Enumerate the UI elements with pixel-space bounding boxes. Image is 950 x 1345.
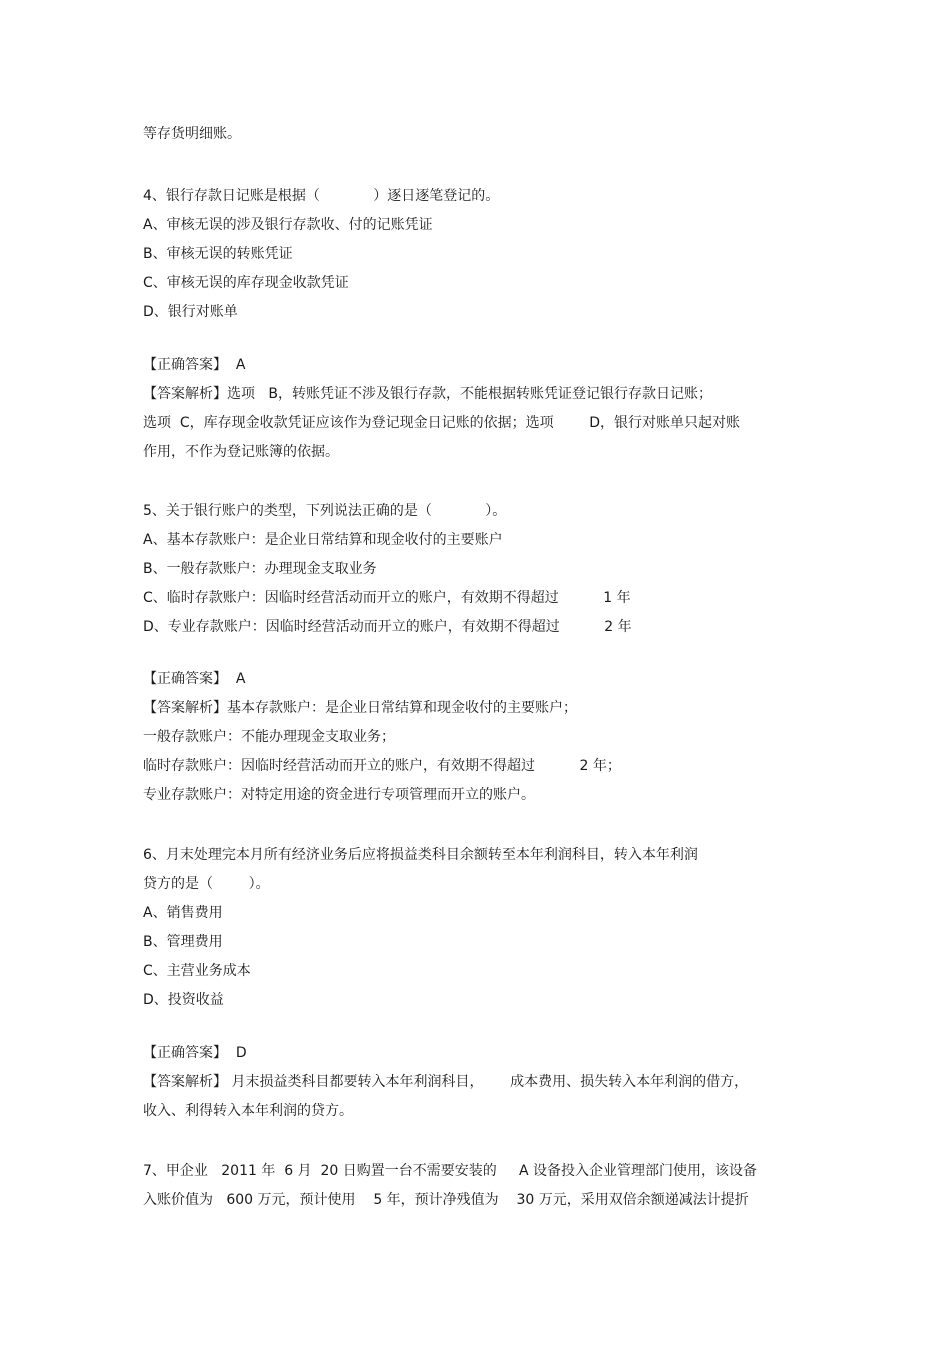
question-6-option-c: C、主营业务成本: [143, 963, 251, 979]
question-6-option-d: D、投资收益: [143, 992, 224, 1008]
question-4-option-a: A、审核无误的涉及银行存款收、付的记账凭证: [143, 217, 433, 233]
question-4-option-c: C、审核无误的库存现金收款凭证: [143, 275, 349, 291]
question-6-option-b: B、管理费用: [143, 934, 223, 950]
question-5-stem: 5、关于银行账户的类型，下列说法正确的是（ ）。: [143, 503, 507, 519]
question-6-stem-line-2: 贷方的是（ ）。: [143, 876, 270, 892]
question-6-option-a: A、销售费用: [143, 905, 223, 921]
question-5-option-d: D、专业存款账户：因临时经营活动而开立的账户，有效期不得超过 2 年: [143, 619, 632, 635]
question-5-option-a: A、基本存款账户：是企业日常结算和现金收付的主要账户: [143, 532, 503, 548]
question-6-explanation-line-1: 【答案解析】 月末损益类科目都要转入本年利润科目， 成本费用、损失转入本年利润的借方，: [143, 1074, 749, 1090]
question-6-explanation-line-2: 收入、利得转入本年利润的贷方。: [143, 1103, 353, 1119]
question-5-explanation-line-4: 专业存款账户：对特定用途的资金进行专项管理而开立的账户。: [143, 787, 535, 803]
question-6-answer: 【正确答案】 D: [143, 1045, 247, 1061]
question-4-option-d: D、银行对账单: [143, 304, 238, 320]
question-5-explanation-line-3: 临时存款账户：因临时经营活动而开立的账户，有效期不得超过 2 年；: [143, 758, 621, 774]
question-7-stem-line-1: 7、甲企业 2011 年 6 月 20 日购置一台不需要安装的 A 设备投入企业管理部门使用，该设备: [143, 1163, 758, 1179]
question-4-explanation-line-3: 作用，不作为登记账簿的依据。: [143, 444, 339, 460]
question-5-option-b: B、一般存款账户：办理现金支取业务: [143, 561, 377, 577]
question-5-explanation-line-2: 一般存款账户：不能办理现金支取业务；: [143, 729, 395, 745]
question-4-explanation-line-1: 【答案解析】选项 B，转账凭证不涉及银行存款，不能根据转账凭证登记银行存款日记账；: [143, 386, 712, 402]
question-4-explanation-line-2: 选项 C，库存现金收款凭证应该作为登记现金日记账的依据；选项 D，银行对账单只起对账: [143, 415, 741, 431]
question-4-answer: 【正确答案】 A: [143, 357, 246, 373]
question-5-answer: 【正确答案】 A: [143, 671, 246, 687]
question-4-stem: 4、银行存款日记账是根据（ ）逐日逐笔登记的。: [143, 188, 500, 204]
question-5-option-c: C、临时存款账户：因临时经营活动而开立的账户，有效期不得超过 1 年: [143, 590, 631, 606]
question-6-stem-line-1: 6、月末处理完本月所有经济业务后应将损益类科目余额转至本年利润科目，转入本年利润: [143, 847, 698, 863]
question-7-stem-line-2: 入账价值为 600 万元，预计使用 5 年，预计净残值为 30 万元，采用双倍余额递减法计提折: [143, 1192, 749, 1208]
question-5-explanation-line-1: 【答案解析】基本存款账户：是企业日常结算和现金收付的主要账户；: [143, 700, 577, 716]
question-4-option-b: B、审核无误的转账凭证: [143, 246, 293, 262]
text-line-continuation: 等存货明细账。: [143, 126, 241, 142]
